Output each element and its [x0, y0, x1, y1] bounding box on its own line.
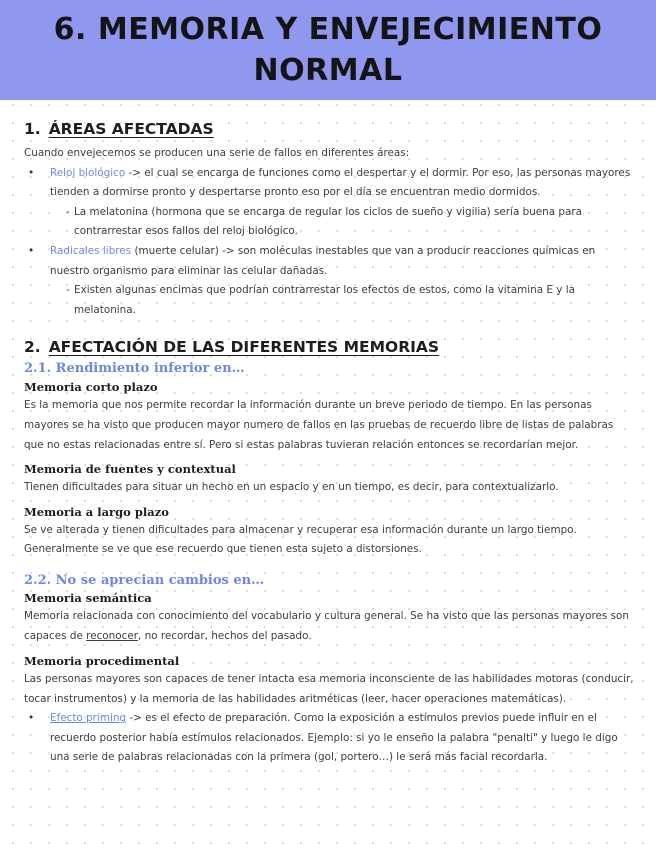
term-reloj-biologico: Reloj biológico	[50, 166, 126, 179]
underlined-word-reconocer: reconocer	[86, 629, 138, 642]
term-efecto-priming: Efecto priming	[50, 712, 127, 725]
bullet-text: -> el cual se encarga de funciones como el despertar y el dormir. Por eso, las personas mayores tienden a dormirse pronto y despertarse pronto eso por el día se encuentran medio dormidos.	[50, 166, 631, 199]
memoria-semantica-title: Memoria semántica	[24, 590, 152, 605]
subsection-2-1-heading: 2.1. Rendimiento inferior en…	[24, 361, 245, 377]
section-1-number: 1.	[24, 120, 41, 138]
document-body	[24, 118, 634, 768]
section-2-heading	[24, 336, 634, 358]
bullet-text: -> es el efecto de preparación. Como la exposición a estímulos previos puede influir en el recuerdo posterior había estímulos relacionados. Ejemplo: si yo le enseño la palabra "penalti" y luego le digo una serie de palabras relacionadas con la primera (gol, portero…) le será más facial recordarla.	[50, 712, 618, 764]
page-title: 6. MEMORIA Y ENVEJECIMIENTO NORMAL	[53, 12, 603, 88]
text-part: Memoria relacionada con conocimiento del vocabulario y cultura general. Se ha visto que las personas mayores son capaces de	[24, 609, 629, 642]
sub-bullet-melatonina: - La melatonina (hormona que se encarga de regular los ciclos de sueño y vigilia) sería buena para contrarrestar esos fallos del reloj biológico.	[24, 203, 634, 242]
text-part: , no recordar, hechos del pasado.	[137, 629, 312, 642]
bullet-reloj-biologico	[24, 164, 634, 203]
term-radicales-libres: Radicales libres	[50, 244, 132, 257]
section-1-heading	[24, 118, 634, 140]
section-2-title: AFECTACIÓN DE LAS DIFERENTES MEMORIAS	[48, 338, 440, 357]
memoria-corto-plazo-title: Memoria corto plazo	[24, 380, 158, 395]
section-1-intro: Cuando envejecemos se producen una serie de fallos en diferentes áreas:	[24, 147, 410, 159]
bullet-text: (muerte celular) -> son moléculas inestables que van a producir reacciones químicas en nuestro organismo para eliminar las celular dañadas.	[50, 244, 596, 277]
memoria-fuentes-title: Memoria de fuentes y contextual	[24, 462, 236, 477]
section-1-title: ÁREAS AFECTADAS	[48, 120, 214, 138]
memoria-fuentes-text: Tienen dificultades para situar un hecho en un espacio y en un tiempo, es decir, para contextualizarlo.	[24, 481, 559, 494]
section-2-number: 2.	[24, 338, 41, 357]
memoria-procedimental-title: Memoria procedimental	[24, 654, 180, 669]
memoria-semantica-text	[24, 607, 634, 646]
subsection-2-2-heading: 2.2. No se aprecian cambios en…	[24, 572, 265, 588]
memoria-procedimental-text: Las personas mayores son capaces de tener intacta esa memoria inconsciente de las habilidades motoras (conducir, tocar instrumentos) y la memoria de las habilidades aritméticas (leer, hacer operaciones matemáticas).	[24, 673, 634, 705]
bullet-radicales-libres	[24, 242, 634, 281]
bullet-efecto-priming	[24, 709, 634, 768]
sub-bullet-encimas: - Existen algunas encimas que podrían contrarrestar los efectos de estos, como la vitamina E y la melatonina.	[24, 281, 634, 320]
title-banner	[0, 0, 656, 100]
memoria-largo-plazo-text: Se ve alterada y tienen dificultades para almacenar y recuperar esa información durante un largo tiempo. Generalmente se ve que ese recuerdo que tienen esta sujeto a distorsiones.	[24, 523, 577, 556]
memoria-largo-plazo-title: Memoria a largo plazo	[24, 504, 169, 519]
memoria-corto-plazo-text: Es la memoria que nos permite recordar la información durante un breve periodo de tiempo. En las personas mayores se ha visto que producen mayor numero de fallos en las pruebas de recuerdo libre de listas de palabras que no estas relacionadas entre sí. Pero si estas palabras tuvieran relación entonces se recordarían mejor.	[24, 399, 614, 451]
